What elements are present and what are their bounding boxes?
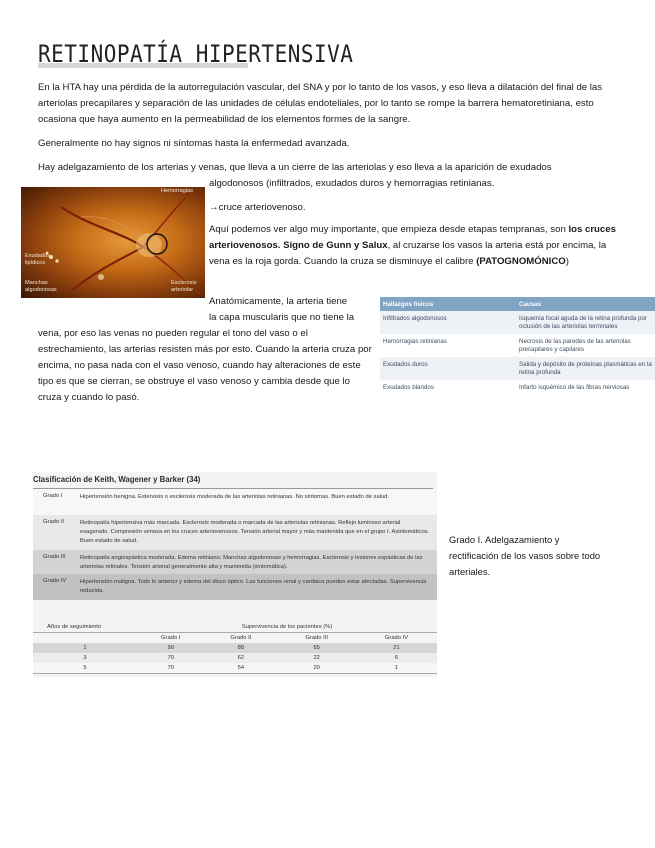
- cause-cell: Infarto isquémico de las fibras nerviosas: [519, 384, 630, 391]
- survival-col0-header: Años de seguimiento: [47, 624, 102, 630]
- survival-value: 54: [237, 665, 245, 671]
- survival-value: 6: [394, 655, 399, 661]
- gunn-text-bold2: (PATOGNOMÓNICO: [476, 256, 566, 267]
- paragraph-anatomy-line1: Anatómicamente, la arteria tiene: [209, 296, 348, 307]
- cause-cell: Salida y depósito de proteínas plasmáticas en la retina profunda: [516, 357, 655, 380]
- paragraph-anatomy-rest: vena, por eso las venas no pueden regular el tono del vaso o el estrechamiento, las arterias resisten más por esto. Cuando la arteria cruza por encima, no pasa nada con el vaso venoso, cuando hay alteraciones de este tipo es que se cierran, se obstruye el vaso venoso y cambia desde que lo cruza y cuando lo pasó.: [38, 328, 372, 403]
- table-row: [380, 334, 655, 357]
- survival-value: 70: [167, 655, 174, 661]
- grade-description: Retinopatía hipertensiva más marcada. Esclerosis moderada o marcada de las arteriolas retinianas. Reflejo luminoso arterial exagerado. Compresión venosa en los cruces arteriovenosos. Tensión arterial mayor y más mantenida que en el grupo I. Asintomáticos. Buen estado de salud.: [80, 520, 430, 544]
- findings-header-col1: Hallazgos físicos: [380, 297, 516, 311]
- survival-empty-header: [33, 633, 137, 644]
- survival-grade-header: Grado III: [305, 635, 328, 641]
- survival-table: [33, 622, 437, 674]
- table-row: [380, 357, 655, 380]
- finding-cell: Exudados blandos: [383, 384, 434, 391]
- cause-cell: Isquemia focal aguda de la retina profunda por oclusión de las arteriolas terminales: [516, 311, 655, 334]
- label-exudados: Exudados lipídicos: [25, 253, 50, 266]
- table-row: [33, 663, 437, 674]
- page-title: RETINOPATÍA HIPERTENSIVA: [38, 40, 354, 68]
- gunn-text-c: ): [565, 256, 569, 267]
- survival-grade-header: Grado I: [161, 635, 181, 641]
- label-esclerosis: Esclerosis arteriolar: [171, 280, 197, 293]
- gunn-text-b: , al cruzarse los vasos la arteria está por encima, la vena es la roja gorda. Cuando la cruza se disminuye el calibre: [209, 240, 607, 267]
- finding-cell: Infiltrados algodonosos: [380, 311, 516, 334]
- survival-value: 1: [394, 665, 399, 671]
- grade-row: [33, 489, 437, 515]
- survival-span-header: Supervivencia de los pacientes (%): [241, 624, 333, 630]
- grade-label: Grado I: [43, 493, 63, 499]
- survival-value: 88: [237, 645, 245, 651]
- survival-value: 21: [393, 645, 400, 651]
- grade-label: Grado II: [43, 519, 64, 525]
- survival-value: 62: [237, 655, 245, 661]
- grade-description: Retinopatía angiospástica moderada. Edema retiniano. Manchas algodonosas y hemorragias. Esclerosis y lesiones espásticas de las arteriolas retinales. Tensión arterial generalmente alta y mantenida (sintomática).: [80, 555, 423, 570]
- findings-table: [380, 297, 655, 396]
- grade-row: [33, 550, 437, 574]
- grade-description: Hipertensión maligna. Todo lo anterior y edema del disco óptico. Las funciones renal y cardiaca pueden estar afectadas. Supervivencia reducida.: [80, 579, 427, 594]
- kwb-classification: [33, 472, 437, 677]
- cause-cell: Necrosis de las paredes de las arteriolas precapilares y capilares: [519, 338, 631, 353]
- fundus-photo: [21, 187, 205, 298]
- paragraph-gunn-salus: [209, 222, 619, 270]
- paragraph-intro: En la HTA hay una pérdida de la autorregulación vascular, del SNA y por lo tanto de los vasos, y eso lleva a dilatación del final de las arteriolas precapilares y separación de las unidades de células endoteliales, por lo tanto se rompe la barrera hematoretiniana, esto ocasiona que haya aumento en la permeabilidad de los elementos formes de la sangre.: [38, 82, 603, 125]
- grade-label: Grado IV: [43, 578, 67, 584]
- gunn-text-a: Aquí podemos ver algo muy importante, que empieza desde etapas tempranas, son: [209, 224, 566, 235]
- finding-cell: Exudados duros: [380, 357, 516, 380]
- survival-header-row: [33, 622, 437, 633]
- survival-value: 90: [167, 645, 174, 651]
- survival-grade-header: Grado II: [230, 635, 252, 641]
- table-row: [380, 380, 655, 396]
- paragraph-thinning-line2: algodonosos (infiltrados, exudados duros y hemorragias retinianas.: [209, 178, 495, 189]
- label-hemorragias: Hemorragias: [161, 188, 194, 194]
- table-row: [380, 311, 655, 334]
- survival-grade-header: Grado IV: [384, 635, 409, 641]
- grade-row: [33, 574, 437, 600]
- paragraph-anatomy-line2: la capa muscularis que no tiene la: [209, 312, 355, 323]
- grade-row: [33, 515, 437, 550]
- survival-value: 65: [313, 645, 320, 651]
- grade-label: Grado III: [43, 554, 66, 560]
- survival-year: 3: [83, 655, 87, 661]
- grade-description: Hipertensión benigna. Estenosis o esclerosis moderada de las arteriolas retinianas. No síntomas. Buen estado de salud.: [80, 494, 390, 500]
- paragraph-thinning-line1: Hay adelgazamiento de los arterias y venas, que lleva a un cierre de las arteriolas y eso lleva a la aparición de exudados: [38, 162, 552, 173]
- survival-year: 1: [83, 645, 87, 651]
- label-manchas: Manchas algodonosas: [25, 280, 57, 293]
- findings-header-col2: Causas: [516, 297, 655, 311]
- survival-value: 22: [313, 655, 320, 661]
- paragraph-signs: Generalmente no hay signos ni síntomas hasta la enfermedad avanzada.: [38, 138, 350, 149]
- finding-cell: Hemorragias retinianas: [383, 338, 447, 345]
- table-row: [33, 653, 437, 663]
- grade1-note: Grado I. Adelgazamiento y rectificación de los vasos sobre todo arteriales.: [449, 534, 601, 577]
- findings-table-header: [380, 297, 655, 311]
- table-row: [33, 643, 437, 653]
- survival-value: 20: [313, 665, 320, 671]
- kwb-title: Clasificación de Keith, Wagener y Barker (34): [33, 475, 433, 489]
- survival-year: 5: [83, 665, 87, 671]
- survival-value: 70: [167, 665, 174, 671]
- paragraph-av-crossing: →cruce arteriovenoso.: [209, 202, 306, 213]
- gunn-text-bold: los cruces arteriovenosos. Signo de Gunn y Salux: [209, 224, 616, 251]
- survival-grade-header-row: [33, 633, 437, 644]
